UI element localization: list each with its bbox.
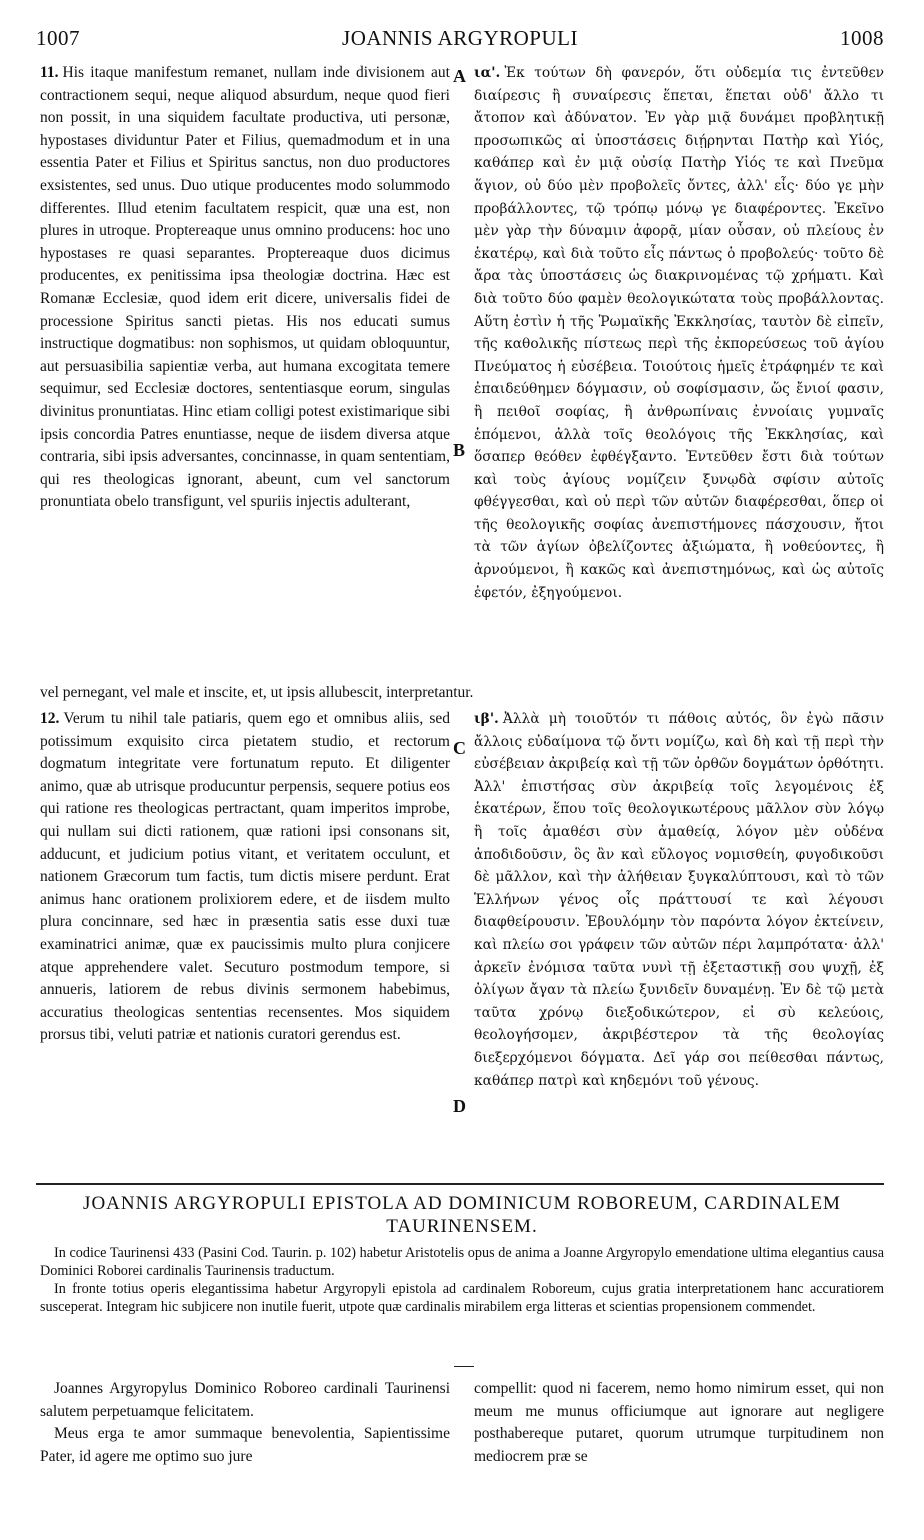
latin-full-width-line: vel pernegant, vel male et inscite, et, ut ipsis allubescit, interpretantur. [40, 684, 474, 701]
right-page-number: 1008 [839, 26, 884, 50]
epistle-body-left: Meus erga te amor summaque benevolentia, Sapientissime Pater, id agere me optimo suo jure [40, 1425, 450, 1465]
epistle-body-right: compellit: quod ni facerem, nemo homo nimirum esset, qui non meum me munus officiumque aut ignorare aut negligere posthabereque putaret, quorum utrumque turpitudinem non mediocrem præ se [474, 1380, 884, 1465]
margin-marker-b: B [453, 440, 466, 460]
latin-column-section-12 [40, 708, 450, 1047]
page-header [36, 26, 884, 56]
latin-paragraph [40, 62, 450, 514]
epistle-title: JOANNIS ARGYROPULI EPISTOLA AD DOMINICUM ROBOREUM, CARDINALEM TAURINENSEM. [83, 1193, 841, 1237]
greek-paragraph [474, 62, 884, 604]
epistle-left-column [40, 1378, 450, 1468]
latin-paragraph [40, 708, 450, 1047]
section-divider [36, 1183, 884, 1185]
latin-text: His itaque manifestum remanet, nullam inde divisionem aut contractionem sequi, neque aliquod absurdum, neque quod fieri non possit, in una siquidem facultate productiva, uti personæ, hypostases dividuntur Pater et Filius, quemadmodum et in una essentia Pater et Filius et Spiritus sanctus, non duo productores exsistentes, sed unus. Duo utique producentes modo solummodo differentes. Illud etenim facultatem respicit, quæ una est, non plures in utroque. Proptereaque unus omnino producens: hoc uno hypostases re quasi separantes. Proptereaque duos dicimus producentes, ex penitissima ipsa theologiæ doctrina. Hæc est Romanæ Ecclesiæ, quod idem erit dicere, universalis fidei de processione Spiritus sancti pietas. His nos educati sumus instructique dogmatibus: non sophismos, ut quidam obloquuntur, aut persuasibilia sapientiæ verba, aut humana excogitata temere sequimur, sed Ecclesiæ doctores, sententiasque eorum, singulas divinitus pronuntiatas. Hinc etiam colligi potest existimarique sibi ipsis concordia Patres enuntiasse, neque de iisdem diversa atque contraria, sibi ipsis adversantes, concinnasse, in quam sententiam, qui res theologicas ignorant, abeunt, cum vel sanctorum pronuntiata obelo transfigunt, vel spuriis injectis adulterant, [40, 64, 450, 511]
greek-column-section-12 [474, 708, 884, 1092]
short-divider [454, 1366, 474, 1367]
greek-text: Ἐκ τούτων δὴ φανερόν, ὅτι οὐδεμία τις ἐντεῦθεν διαίρεσις ἢ συναίρεσις ἕπεται, ἕπεται οὐδ' ἄλλο τι ἄτοπον καὶ ἀδύνατον. Ἐν γὰρ μιᾷ δυνάμει προβλητικῇ προσωπικῶς αἱ ὑποστάσεις διῄρηνται Πατὴρ καὶ Υἱός, καθάπερ καὶ ἐν μιᾷ οὐσίᾳ Πατὴρ Υἱός τε καὶ Πνεῦμα ἅγιον, οὐ δύο μὲν προβολεῖς ὄντες, ἀλλ' εἷς· δύο γε μὴν προβάλλοντες, τῷ τρόπῳ μόνῳ γε διαφέροντες. Ἐκεῖνο μὲν γὰρ τὴν δύναμιν ἀφορᾷ, μίαν οὖσαν, οὐ πλείους ἐν ἑκατέρῳ, καὶ διὰ τοῦτο εἷς πάντως ὁ προβολεύς· τοῦτο δὲ ἄρα τὰς ὑποστάσεις ὡς διακρινομένας τῷ χρήματι. Καὶ διὰ τοῦτο δύο φαμὲν θεολογικώτατα τοὺς προβάλλοντας. Αὕτη ἐστὶν ἡ τῆς Ῥωμαϊκῆς Ἐκκλησίας, ταυτὸν δὲ εἰπεῖν, τῆς καθολικῆς πίστεως περὶ τῆς ἐκπορεύσεως τοῦ ἁγίου Πνεύματος ἡ εὐσέβεια. Τοιούτοις ἡμεῖς ἐτράφημέν τε καὶ ἐπαιδεύθημεν δόγμασιν, οὐ σοφίσμασιν, ὥς ἔνιοί φασιν, ἢ πειθοῖ σοφίας, ἢ ἀνθρωπίναις ἐννοίαις γυμναῖς ἑπόμενοι, ἀλλὰ τοῖς θεολόγοις τῆς Ἐκκλησίας, καὶ ὅσαπερ θεόθεν ἐφθέγξαντο. Ἐντεῦθεν ἔστι διὰ τούτων καὶ τοὺς ἁγίους νομίζειν ξυνῳδὰ σφίσιν αὐτοῖς φθέγγεσθαι, καὶ οὐ περὶ τῶν αὐτῶν διαφέρεσθαι, ὅπερ οἱ τῆς θεολογικῆς σοφίας ἀνεπιστήμονες πάσχουσιν, ἤτοι τὰ τῶν ἁγίων ὀβελίζοντες ἀξιώματα, ἢ νοθεύοντες, ἢ ἀρνούμενοι, ἢ κακῶς καὶ ἀνεπιστημόνως, καὶ ὡς αὐτοῖς ἐφετόν, ἐξηγούμενοι. [474, 65, 884, 601]
margin-marker-c: C [453, 738, 466, 758]
intro-paragraph: In codice Taurinensi 433 (Pasini Cod. Taurin. p. 102) habetur Aristotelis opus de anima a Joanne Argyropylo emendatione ultima elegantius causa Dominici Roborei cardinalis Taurinensis traductum. [40, 1245, 884, 1279]
greek-text: Ἀλλὰ μὴ τοιοῦτόν τι πάθοις αὐτός, ὃν ἐγὼ πᾶσιν ἄλλοις εὐδαίμονα τῷ ὄντι νομίζω, καὶ δὴ καὶ τῇ περὶ τὴν εὐσέβειαν ἀκριβείᾳ καὶ τῇ τῶν ὀρθῶν δογμάτων ὀρθότητι. Ἀλλ' ἐπιστήσας σὺν ἀκριβείᾳ τοῖς λεγομένοις ἐξ ἑκατέρων, ἕπου τοῖς θεολογικωτέρους μᾶλλον σὺν λόγῳ ἢ τοῖς ἀμαθέσι σὺν ἀμαθείᾳ, λόγον μὲν οὐδένα ἀποδιδοῦσιν, ὃς ἂν καὶ εὔλογος νομισθείη, φυγοδικοῦσι δὲ μᾶλλον, καὶ τὴν ἀλήθειαν ξυγκαλύπτουσι, καὶ τὸ τῶν Ἑλλήνων γένος οἷς πράττουσί τε καὶ λέγουσι διαφθείρουσιν. Ἐβουλόμην τὸν παρόντα λόγον ἐκτείνειν, καὶ πλείω σοι γράφειν τῶν αὐτῶν πέρι λαμπρότατα· ἀλλ' ἀρκεῖν ἐνόμισα ταῦτα νυνὶ τῇ ἐξεταστικῇ σου ψυχῇ, ἐξ ὀλίγων ἄγαν τὰ πλείω ξυνιδεῖν δυναμένῃ. Ἐν δὲ τῷ μετὰ ταῦτα χρόνῳ διεξοδικώτερον, εἰ σὺ κελεύοις, θεολογήσομεν, ἀκριβέστερον τὰ τῆς θεολογίας διεξερχόμενοι δόγματα. Δεῖ γάρ σοι πείθεσθαι πάντως, καθάπερ πατρὶ καὶ κηδεμόνι τοῦ γένους. [474, 711, 884, 1089]
greek-section-number: ιβ'. [474, 711, 499, 727]
section-number: 11. [40, 64, 59, 81]
left-page-number: 1007 [36, 26, 80, 50]
intro-paragraph: In fronte totius operis elegantissima habetur Argyropyli epistola ad cardinalem Roboreum, cujus gratia interpretationem hanc accuratiorem susceperat. Integram hic subjicere non inutile fuerit, utpote quæ cardinalis mirabilem erga litteras et scientias propensionem commendet. [40, 1281, 884, 1315]
running-title: JOANNIS ARGYROPULI [342, 26, 578, 50]
latin-text: Verum tu nihil tale patiaris, quem ego et omnibus aliis, sed potissimum exquisito circa pietatem studio, et rectorum dogmatum integritate vere fortunatum reputo. Et diligenter animo, quæ ab utrisque producuntur perpensis, sequere potius eos qui ratione res theologicas pertractant, quam imperitos improbe, qui nullam sui dicti rationem, quæ rationi ipsi consonans sit, adducunt, et judicium potius vitant, et veritatem occulunt, et nationem Græcorum tum factis, tum dictis misere perdunt. Erat animus hanc orationem prolixiorem edere, et de iisdem multo plura concinnare, sed hæc in præsentia satis esse duxi tuæ examinatrici animæ, quæ ex paucissimis multo plura conjicere atque apprehendere valet. Secuturo postmodum tempore, si annueris, latiorem de rebus divinis sermonem habebimus, accuratius theologicas sententias recensentes. Mos siquidem prorsus tibi, veluti patriæ et nationis curatori gerendus est. [40, 710, 450, 1044]
greek-section-number: ια'. [474, 65, 501, 81]
greek-paragraph [474, 708, 884, 1092]
greek-column-section-11 [474, 62, 884, 604]
epistle-right-column [474, 1378, 884, 1468]
section-number: 12. [40, 710, 60, 727]
latin-column-section-11 [40, 62, 450, 514]
epistle-salutation: Joannes Argyropylus Dominico Roboreo cardinali Taurinensi salutem perpetuamque felicitatem. [40, 1380, 450, 1420]
editorial-introduction [40, 1244, 884, 1316]
margin-marker-a: A [453, 66, 466, 86]
margin-marker-d: D [453, 1096, 466, 1116]
